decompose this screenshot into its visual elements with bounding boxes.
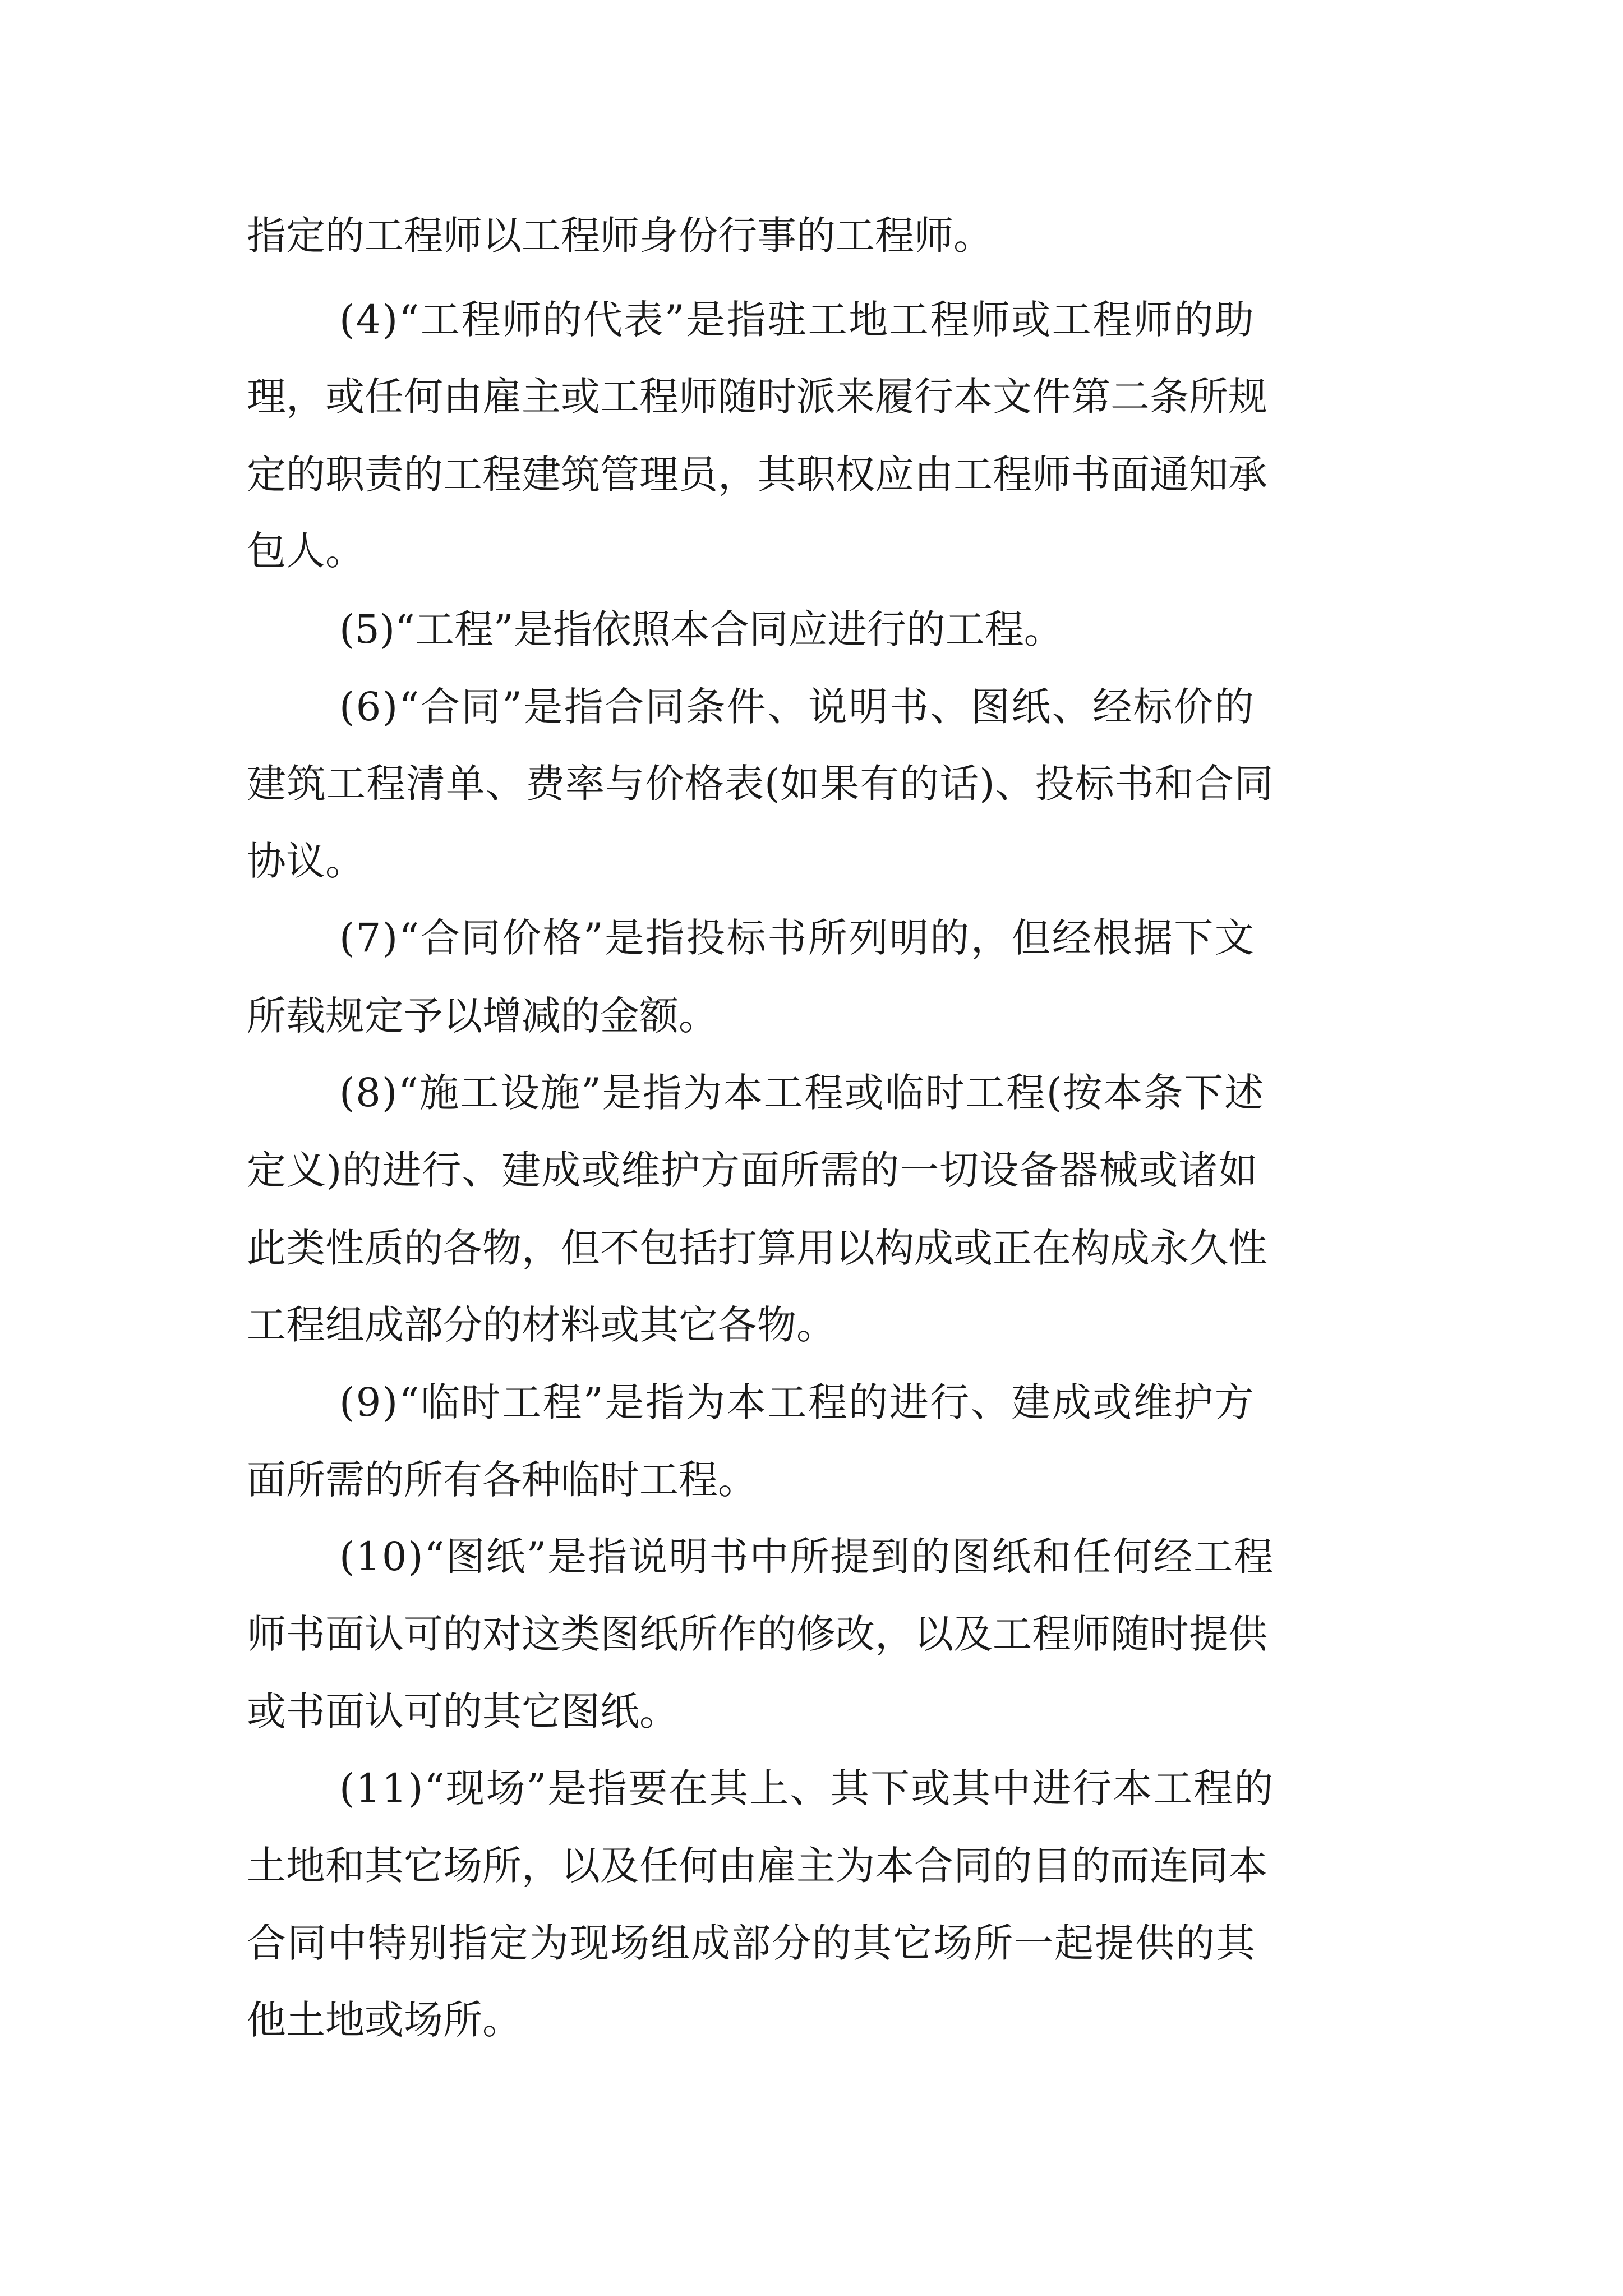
body-text-line: 合同中特别指定为现场组成部分的其它场所一起提供的其 bbox=[247, 1920, 1256, 1966]
body-text-line: 面所需的所有各种临时工程。 bbox=[247, 1457, 757, 1503]
body-text-line: 定义)的进行、建成或维护方面所需的一切设备器械或诸如 bbox=[247, 1147, 1258, 1193]
body-text-line: (7)“合同价格”是指投标书所列明的，但经根据下文 bbox=[339, 915, 1256, 961]
body-text-line: (4)“工程师的代表”是指驻工地工程师或工程师的助 bbox=[339, 297, 1256, 343]
body-text-line: (11)“现场”是指要在其上、其下或其中进行本工程的 bbox=[339, 1765, 1275, 1811]
body-text-line: 土地和其它场所，以及任何由雇主为本合同的目的而连同本 bbox=[247, 1843, 1267, 1889]
body-text-line: 或书面认可的其它图纸。 bbox=[247, 1688, 679, 1734]
body-text-line: 所载规定予以增减的金额。 bbox=[247, 993, 718, 1039]
body-text-line: 他土地或场所。 bbox=[247, 1997, 522, 2043]
body-text-line: 定的职责的工程建筑管理员，其职权应由工程师书面通知承 bbox=[247, 452, 1267, 498]
body-text-line: 建筑工程清单、费率与价格表(如果有的话)、投标书和合同 bbox=[247, 761, 1274, 807]
body-text-line: (8)“施工设施”是指为本工程或临时工程(按本条下述 bbox=[339, 1070, 1265, 1116]
body-text-line: (10)“图纸”是指说明书中所提到的图纸和任何经工程 bbox=[339, 1534, 1275, 1580]
body-text-line: 指定的工程师以工程师身份行事的工程师。 bbox=[247, 213, 993, 259]
body-text-line: 协议。 bbox=[247, 838, 365, 884]
body-text-line: 包人。 bbox=[247, 528, 365, 574]
body-text-line: 此类性质的各物，但不包括打算用以构成或正在构成永久性 bbox=[247, 1225, 1267, 1271]
body-text-line: 理，或任何由雇主或工程师随时派来履行本文件第二条所规 bbox=[247, 374, 1267, 420]
body-text-line: 师书面认可的对这类图纸所作的修改，以及工程师随时提供 bbox=[247, 1611, 1267, 1657]
body-text-line: 工程组成部分的材料或其它各物。 bbox=[247, 1302, 836, 1348]
body-text-line: (5)“工程”是指依照本合同应进行的工程。 bbox=[339, 606, 1063, 652]
body-text-line: (9)“临时工程”是指为本工程的进行、建成或维护方 bbox=[339, 1379, 1256, 1425]
body-text-line: (6)“合同”是指合同条件、说明书、图纸、经标价的 bbox=[339, 684, 1256, 730]
